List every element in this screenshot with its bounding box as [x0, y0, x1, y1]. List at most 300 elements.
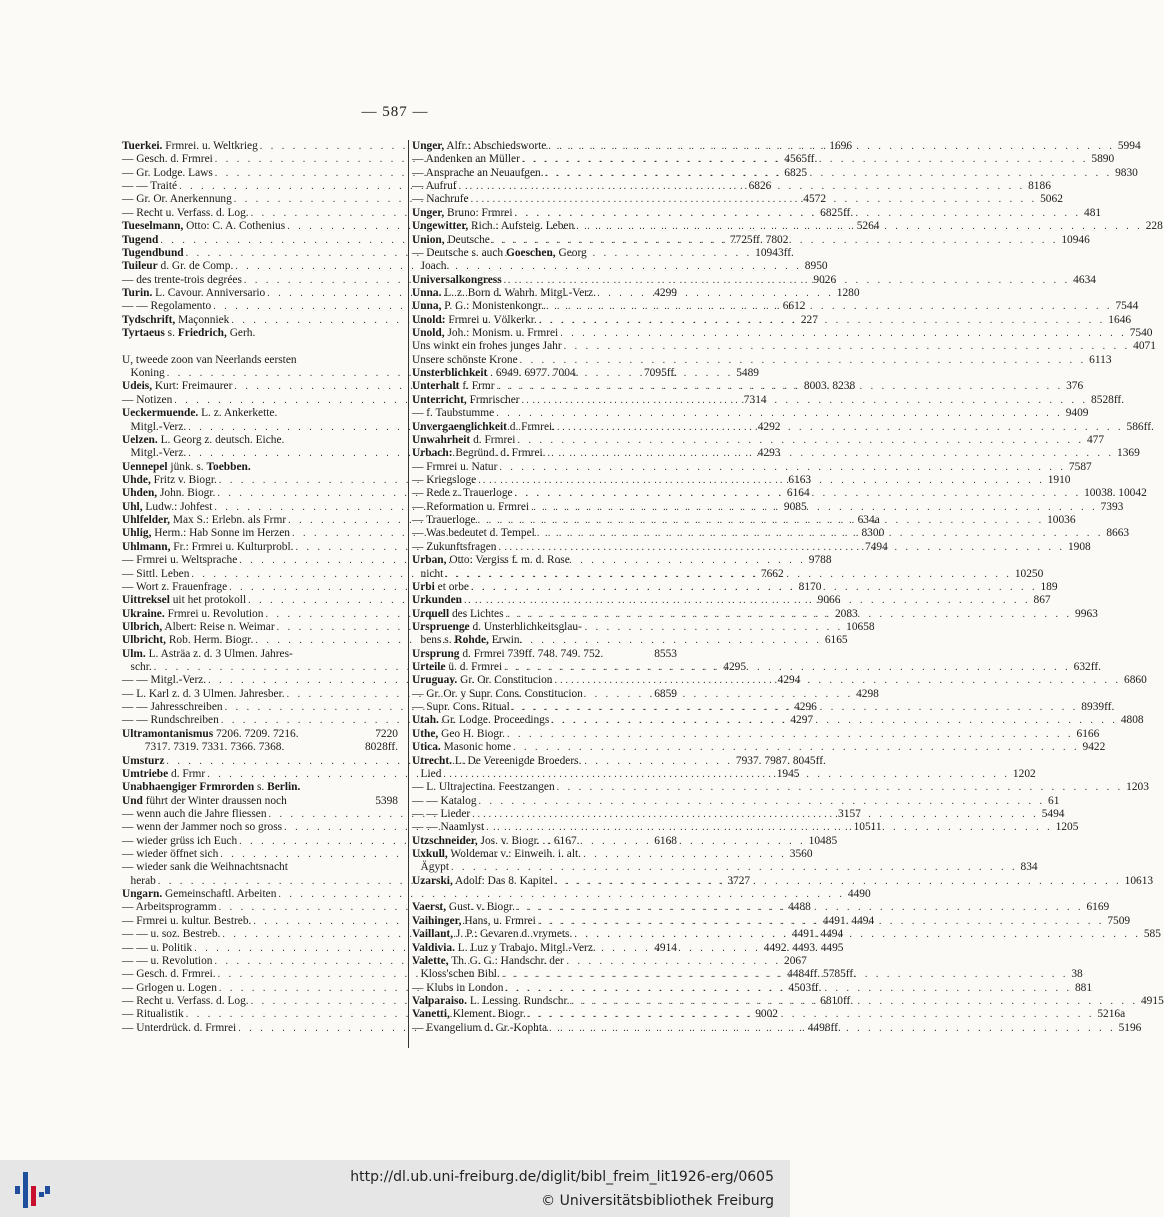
leader-dots	[558, 327, 1127, 340]
leader-dots	[495, 380, 1064, 393]
entry-number: 8186	[1028, 180, 1051, 193]
entry-number: 2083	[834, 607, 858, 620]
entry-text: — L. Ultrajectina. Feestzangen	[412, 781, 555, 794]
entry-text: — Reformation u. Frmrei	[412, 500, 530, 513]
leader-dots	[449, 861, 1018, 874]
entry-text: Joach.	[412, 260, 450, 273]
entry-text: — — Regolamento	[122, 300, 212, 313]
entry-text: — Ritualistik	[122, 1008, 184, 1021]
entry-text: — Andenken an Müller	[412, 153, 520, 166]
entry-number: 5494	[1041, 807, 1065, 820]
entry-text: Uittreksel uit het protokoll	[122, 594, 247, 607]
entry-text: — — Naamlyst	[412, 821, 485, 834]
entry-number: 227	[800, 313, 818, 326]
entry-text: Kloss'schen Bibl.	[412, 968, 500, 981]
entry-number: 189	[1040, 580, 1058, 593]
entry-text: Koning	[122, 367, 165, 380]
entry-number: 4634	[1073, 273, 1096, 286]
entry-text: herab	[122, 874, 156, 887]
entry-number: 4293	[757, 447, 781, 460]
leader-dots	[476, 514, 1045, 527]
entry-number: 481	[1084, 206, 1102, 219]
entry-number: 6826	[748, 180, 772, 193]
page-number: — 587 —	[361, 104, 429, 120]
entry-text: Vanetti, Klement. Biogr.	[412, 1008, 526, 1021]
entry-text: Unna, P. G.: Monistenkongr.	[412, 300, 544, 313]
entry-text: — — Jahresschreiben	[122, 701, 223, 714]
entry-text: Urquell des Lichtes	[412, 607, 504, 620]
entry-text: Unvergaenglichkeit d. Frmrei.	[412, 420, 556, 433]
entry-number: 7509	[1107, 914, 1131, 927]
entry-text: — wenn der Jammer noch so gross	[122, 821, 283, 834]
entry-text: Tydschrift, Maçonniek	[122, 313, 230, 326]
entry-text: — L. Karl z. d. 3 Ulmen. Jahresber.	[122, 687, 285, 700]
entry-number: 1696	[829, 140, 853, 152]
entry-text: — Gr. Or. Anerkennung	[122, 193, 232, 206]
entry-text: Unterhalt f. Frmr	[412, 380, 495, 393]
entry-text: Urspruenge d. Unsterblichkeitsglau-	[412, 620, 582, 633]
entry-text: Unsere schönste Krone	[412, 353, 518, 366]
index-entry	[122, 888, 871, 901]
leader-dots	[503, 982, 1072, 995]
entry-text: — Frmrei u. Natur	[412, 460, 498, 473]
leader-dots	[574, 220, 1143, 233]
entry-number: 4299	[654, 286, 677, 299]
index-entry	[412, 340, 1156, 353]
index-entry	[412, 287, 677, 300]
leader-dots	[555, 781, 1124, 794]
index-entry	[412, 554, 677, 567]
index-entry	[412, 260, 677, 273]
entry-number: 10036	[1047, 514, 1076, 527]
entry-number: 10613	[1124, 874, 1154, 887]
entry-text: Ulbrich, Albert: Reise n. Weimar	[122, 620, 275, 633]
entry-text: Tyrtaeus s. Friedrich, Gerh.	[122, 327, 256, 340]
entry-text: — Gr. Lodge. Laws	[122, 166, 213, 179]
entry-text: Turin. L. Cavour. Anniversario	[122, 286, 266, 299]
entry-number: 6860	[1124, 674, 1147, 687]
leader-dots	[502, 661, 1071, 674]
leader-dots	[537, 314, 1106, 327]
entry-number: 10511	[853, 821, 882, 834]
entry-number: 4498ff.	[807, 1021, 841, 1034]
entry-number: 4292	[757, 420, 781, 433]
entry-text: Unold, Joh.: Monism. u. Frmrei	[412, 327, 559, 340]
entry-number: 2067	[784, 954, 807, 967]
entry-number: 1203	[1126, 781, 1149, 794]
library-logo-icon	[12, 1170, 52, 1210]
entry-text: — Aufruf	[412, 180, 457, 193]
entry-number: 585	[1143, 928, 1161, 941]
entry-text: Valette, Th. G. G.: Handschr. der	[412, 954, 564, 967]
entry-text: Utrecht. L. De Vereenigde Broeders.	[412, 754, 582, 767]
entry-number: 7494	[865, 540, 888, 553]
entry-number: 5062	[1040, 193, 1063, 206]
entry-text: Unsterblichkeit . 6949. 6977. 7004.	[412, 367, 579, 380]
entry-number: 7540	[1129, 327, 1153, 340]
entry-text: Urbi et orbe	[412, 580, 469, 593]
index-entry	[122, 795, 398, 808]
entry-text: Tugendbund	[122, 246, 184, 259]
entry-number: 1646	[1108, 313, 1132, 326]
entry-text: — Recht u. Verfass. d. Log.	[122, 995, 249, 1007]
entry-text: Unna. L. z. Born d. Wahrh. Mitgl.-Verz.	[412, 286, 596, 299]
entry-text: — Deutsche s. auch Goeschen, Georg	[412, 246, 587, 259]
leader-dots	[477, 795, 1046, 808]
index-entry	[412, 794, 1060, 808]
leader-dots	[500, 968, 1069, 981]
leader-dots	[443, 568, 1012, 581]
entry-number: 586ff.	[1126, 420, 1154, 433]
entry-text: bens s. Rohde, Erwin.	[412, 634, 523, 647]
entry-text: Vaihinger, Hans, u. Frmrei	[412, 914, 536, 927]
entry-text: — Sittl. Leben	[122, 567, 190, 580]
entry-text: — Nachrufe	[412, 193, 469, 206]
entry-number: 6168	[654, 834, 677, 847]
entry-number: 8663	[1106, 527, 1130, 540]
entry-text: Union, Deutsche	[412, 233, 490, 246]
entry-text: Unger, Alfr.: Abschiedsworte	[412, 140, 547, 152]
entry-text: — Kriegsloge	[412, 473, 477, 486]
leader-dots	[529, 501, 1098, 514]
entry-text: — — Lieder	[412, 807, 471, 820]
leader-dots	[513, 207, 1082, 220]
entry-number: 4294	[777, 674, 801, 687]
entry-number: 1945	[776, 767, 800, 780]
entry-text: Uhden, John. Biogr.	[122, 487, 216, 500]
leader-dots	[535, 527, 1104, 540]
leader-dots	[515, 434, 1084, 447]
entry-text: — Gr. Or. y Supr. Cons. Constitucion	[412, 687, 583, 700]
entry-number: 7587	[1068, 460, 1092, 473]
entry-number: 4298	[856, 687, 879, 700]
entry-text: — Grlogen u. Logen	[122, 981, 217, 994]
entry-text: Tugend	[122, 233, 159, 246]
index-entry	[412, 848, 677, 861]
index-entry	[122, 461, 398, 474]
entry-number: 6169	[1086, 901, 1110, 914]
entry-text: Utzschneider, Jos. v. Biogr. . . 6167.	[412, 834, 580, 847]
leader-dots	[476, 474, 1045, 487]
entry-text: Uhl, Ludw.: Johfest	[122, 500, 213, 513]
entry-number: 7220	[375, 727, 398, 740]
leader-dots	[544, 300, 1113, 313]
entry-number: 6825	[784, 166, 808, 179]
entry-number: 881	[1074, 981, 1093, 994]
entry-text: Tueselmann, Otto: C. A. Cothenius	[122, 220, 286, 233]
leader-dots	[441, 768, 1010, 781]
entry-text: Utica. Masonic home	[412, 741, 512, 754]
entry-number: 634a	[857, 514, 880, 527]
entry-text: — Rede z. Trauerloge	[412, 487, 513, 500]
entry-number: 4297	[790, 714, 814, 727]
leader-dots	[469, 581, 1038, 594]
entry-number: 7725ff. 7802	[729, 233, 789, 246]
leader-dots	[511, 741, 1080, 754]
entry-number: 9963	[1075, 607, 1098, 620]
entry-text: Unabhaengiger Frmrorden s. Berlin.	[122, 781, 301, 794]
index-entry	[412, 888, 677, 901]
entry-number: 4295	[723, 661, 747, 674]
index-entry	[122, 648, 398, 661]
entry-number: 7662	[760, 567, 784, 580]
entry-text: Ungarn. Gemeinschaftl. Arbeiten	[122, 888, 277, 901]
entry-number: 10943ff.	[755, 246, 794, 259]
entry-text: — Wort z. Frauenfrage	[122, 580, 228, 593]
index-entry	[412, 433, 1105, 447]
entry-text: Vaillant, J. P.: Gevaren d. vrymets.	[412, 928, 573, 941]
entry-number: 477	[1086, 433, 1105, 446]
leader-dots	[462, 594, 1031, 607]
entry-number: 8939ff.	[1081, 701, 1115, 714]
leader-dots	[457, 180, 1026, 193]
entry-text: — f. Taubstumme	[412, 407, 495, 420]
entry-text: — Supr. Cons. Ritual	[412, 701, 510, 714]
entry-number: 38	[1071, 968, 1083, 981]
entry-text: Universalkongress	[412, 273, 502, 286]
leader-dots	[546, 447, 1115, 460]
entry-number: 8028ff.	[364, 741, 398, 754]
index-entry	[412, 955, 677, 968]
index-entry	[122, 340, 398, 353]
index-entry	[122, 354, 398, 367]
entry-number: 4071	[1133, 340, 1156, 353]
entry-number: 4808	[1120, 714, 1144, 727]
index-entry	[122, 861, 398, 874]
leader-dots	[562, 340, 1131, 353]
leader-dots	[513, 487, 1082, 500]
entry-text: Uelzen. L. Georg z. deutsch. Eiche.	[122, 433, 285, 446]
entry-text: — Recht u. Verfass. d. Log.	[122, 206, 249, 219]
entry-number: 8300	[861, 527, 885, 540]
entry-text: Uzarski, Adolf: Das 8. Kapitel	[412, 874, 554, 887]
entry-number: 8170	[798, 580, 822, 593]
entry-number: 9409	[1065, 407, 1089, 420]
entry-text: Urban, Otto: Vergiss f. m. d. Rose	[412, 554, 570, 567]
entry-number: 6810ff.	[820, 995, 854, 1007]
entry-text: Umtriebe d. Frmr	[122, 767, 206, 780]
entry-text: Umsturz	[122, 754, 165, 767]
entry-text: — Ansprache an Neuaufgen.	[412, 166, 544, 179]
leader-dots	[496, 541, 1065, 554]
entry-number: 8553	[654, 647, 677, 660]
entry-text: Uhlfelder, Max S.: Erlebn. als Frmr	[122, 514, 287, 527]
leader-dots	[505, 728, 1074, 741]
entry-number: 9422	[1082, 741, 1106, 754]
entry-number: 5890	[1091, 153, 1115, 166]
entry-number: 9830	[1115, 166, 1138, 179]
entry-text: Uruguay. Gr. Or. Constitucion	[412, 674, 553, 687]
index-entry	[412, 460, 1092, 474]
entry-text: — wieder öffnet sich	[122, 848, 219, 861]
entry-number: 7937. 7987. 8045ff.	[735, 754, 826, 767]
footer-url-link[interactable]: http://dl.ub.uni-freiburg.de/diglit/bibl_freim_lit1926-erg/0605	[350, 1169, 774, 1185]
entry-number: 10658	[846, 620, 875, 633]
entry-text: Und führt der Winter draussen noch	[122, 794, 287, 807]
entry-text: — Unterdrück. d. Frmrei	[122, 1021, 237, 1034]
entry-number: 8003. 8238	[803, 380, 856, 393]
leader-dots	[544, 167, 1113, 180]
index-entry	[412, 861, 1038, 874]
leader-dots	[518, 354, 1087, 367]
entry-number: 1280	[836, 286, 860, 299]
entry-text: — — Katalog	[412, 794, 477, 807]
leader-dots	[549, 714, 1118, 727]
entry-number: 6612	[782, 300, 806, 313]
entry-text: Uns winkt ein frohes junges Jahr	[412, 340, 562, 353]
entry-number: 4490	[847, 888, 871, 901]
footer-bar	[0, 1160, 790, 1217]
entry-number: 4915	[1140, 995, 1164, 1007]
entry-number: 6859	[654, 687, 677, 700]
entry-number: 4491. 4494	[822, 914, 875, 927]
entry-number: 9066	[817, 594, 841, 607]
index-entry	[412, 741, 1106, 754]
entry-number: 4503ff.	[788, 981, 822, 994]
entry-number: 9085	[783, 500, 807, 513]
entry-number: 3560	[789, 848, 813, 861]
entry-text: — Was bedeutet d. Tempel	[412, 527, 535, 540]
entry-text: — Notizen	[122, 393, 173, 406]
entry-text: — Arbeitsprogramm	[122, 901, 217, 914]
index-entry	[412, 367, 677, 380]
entry-number: 9002	[755, 1008, 778, 1021]
entry-text: Ägypt	[412, 861, 450, 874]
entry-number: 376	[1066, 380, 1084, 393]
entry-number: 61	[1048, 794, 1060, 807]
leader-dots	[469, 193, 1038, 206]
entry-number: 8950	[804, 260, 828, 273]
entry-text: Ungewitter, Rich.: Aufsteig. Leben	[412, 220, 575, 233]
entry-number: 7314	[743, 393, 767, 406]
entry-number: 1908	[1067, 540, 1091, 553]
index-entry	[122, 741, 398, 754]
entry-text: — — Rundschreiben	[122, 714, 219, 727]
entry-number: 6165	[824, 634, 848, 647]
leader-dots	[526, 1008, 1095, 1021]
leader-dots	[494, 407, 1063, 420]
leader-dots	[553, 674, 1122, 687]
index-entry	[412, 327, 1153, 340]
entry-number: 228	[1145, 220, 1163, 233]
leader-dots	[515, 901, 1084, 914]
entry-text: nicht	[412, 567, 444, 580]
entry-text: Valparaiso. L. Lessing. Rundschr.	[412, 995, 570, 1007]
entry-text: Urkunden	[412, 594, 463, 607]
leader-dots	[470, 808, 1039, 821]
entry-number: 4572	[803, 193, 827, 206]
entry-text: — Zukunftsfragen	[412, 540, 497, 553]
entry-text: Urbach: Begründ. d. Frmrei.	[412, 447, 546, 460]
entry-number: 867	[1033, 594, 1051, 607]
entry-number: 5994	[1117, 140, 1141, 152]
entry-number: 10250	[1014, 567, 1044, 580]
entry-number: 4484ff. 5785ff.	[787, 968, 857, 981]
leader-dots	[502, 274, 1071, 287]
entry-number: 7095ff.	[643, 367, 677, 380]
entry-number: 5398	[375, 794, 398, 807]
entry-number: 632ff.	[1073, 661, 1101, 674]
index-entry	[412, 835, 677, 848]
entry-text: Tuileur d. Gr. de Comp.	[122, 260, 234, 273]
leader-dots	[520, 153, 1089, 166]
entry-number: 3727	[727, 874, 751, 887]
entry-text: Utah. Gr. Lodge. Proceedings	[412, 714, 550, 727]
index-entry	[412, 407, 1089, 420]
entry-number: 6113	[1089, 353, 1112, 366]
entry-number: 9788	[808, 554, 832, 567]
entry-number: 10946	[1061, 233, 1090, 246]
leader-dots	[484, 821, 1053, 834]
entry-text: — des trente-trois degrées	[122, 273, 242, 286]
entry-text: Uxkull, Woldemar v.: Einweih. i. alt.	[412, 848, 581, 861]
index-entry	[412, 621, 677, 634]
index-entry	[122, 728, 398, 741]
entry-text: — Trauerloge	[412, 514, 476, 527]
entry-text: — Evangelium d. Gr.-Kophta	[412, 1021, 548, 1034]
entry-text: — wieder grüss ich Euch	[122, 834, 238, 847]
entry-text: Ueckermuende. L. z. Ankerkette.	[122, 407, 278, 420]
entry-number: 1910	[1047, 473, 1071, 486]
entry-text: Vaerst, Gust. v. Biogr.	[412, 901, 515, 914]
entry-text: — Frmrei u. Weltsprache	[122, 554, 238, 567]
entry-number: 5264	[856, 220, 880, 233]
leader-dots	[504, 608, 1073, 621]
entry-text: — — Traité	[122, 180, 178, 193]
entry-number: 4491. 4494	[791, 928, 844, 941]
entry-number: 834	[1020, 861, 1038, 874]
entry-text: Ursprung d. Frmrei 739ff. 748. 749. 752.	[412, 647, 604, 660]
entry-number: 1202	[1012, 767, 1036, 780]
entry-text: Uhde, Fritz v. Biogr.	[122, 473, 217, 486]
index-entry	[412, 247, 677, 260]
entry-number: 6163	[788, 473, 812, 486]
leader-dots	[546, 140, 1115, 153]
entry-number: 9026	[813, 273, 837, 286]
entry-text: Unger, Bruno: Frmrei	[412, 206, 513, 219]
entry-number: 1369	[1117, 447, 1140, 460]
leader-dots	[510, 701, 1079, 714]
leader-dots	[569, 995, 1138, 1008]
index-entry	[412, 634, 677, 647]
entry-text: Unwahrheit d. Frmrei	[412, 433, 516, 446]
entry-text: Ukraine. Frmrei u. Revolution	[122, 607, 264, 620]
entry-text: Lied	[412, 767, 442, 780]
entry-text: U, tweede zoon van Neerlands eersten	[122, 353, 297, 366]
entry-text: Udeis, Kurt: Freimaurer	[122, 380, 233, 393]
entry-text: Ulm. L. Asträa z. d. 3 Ulmen. Jahres-	[122, 647, 293, 660]
footer-copyright: © Universitätsbibliothek Freiburg	[541, 1193, 774, 1209]
index-entry	[122, 407, 398, 420]
leader-dots	[572, 928, 1141, 941]
index-entry	[412, 688, 677, 701]
entry-text: Uthe, Geo H. Biogr.	[412, 727, 506, 740]
entry-text: — Gesch. d. Frmrei	[122, 153, 213, 166]
index-entry	[412, 727, 1100, 741]
entry-text: Valdivia. L. Luz y Trabajo. Mitgl.-Verz.	[412, 941, 596, 954]
entry-number: 4565ff.	[784, 153, 818, 166]
entry-text: Ulbricht, Rob. Herm. Biogr.	[122, 634, 254, 647]
entry-text: schr.	[122, 661, 152, 674]
entry-number: 6164	[786, 487, 810, 500]
entry-text: Mitgl.-Verz.	[122, 420, 187, 433]
index-entry	[412, 781, 1149, 794]
index-entry	[412, 755, 677, 768]
entry-text: Urteile ü. d. Frmrei	[412, 661, 503, 674]
entry-text: Uennepel jünk. s. Toebben.	[122, 460, 251, 473]
entry-text: Unold: Frmrei u. Völkerkr.	[412, 313, 537, 326]
entry-number: 4488	[788, 901, 811, 914]
